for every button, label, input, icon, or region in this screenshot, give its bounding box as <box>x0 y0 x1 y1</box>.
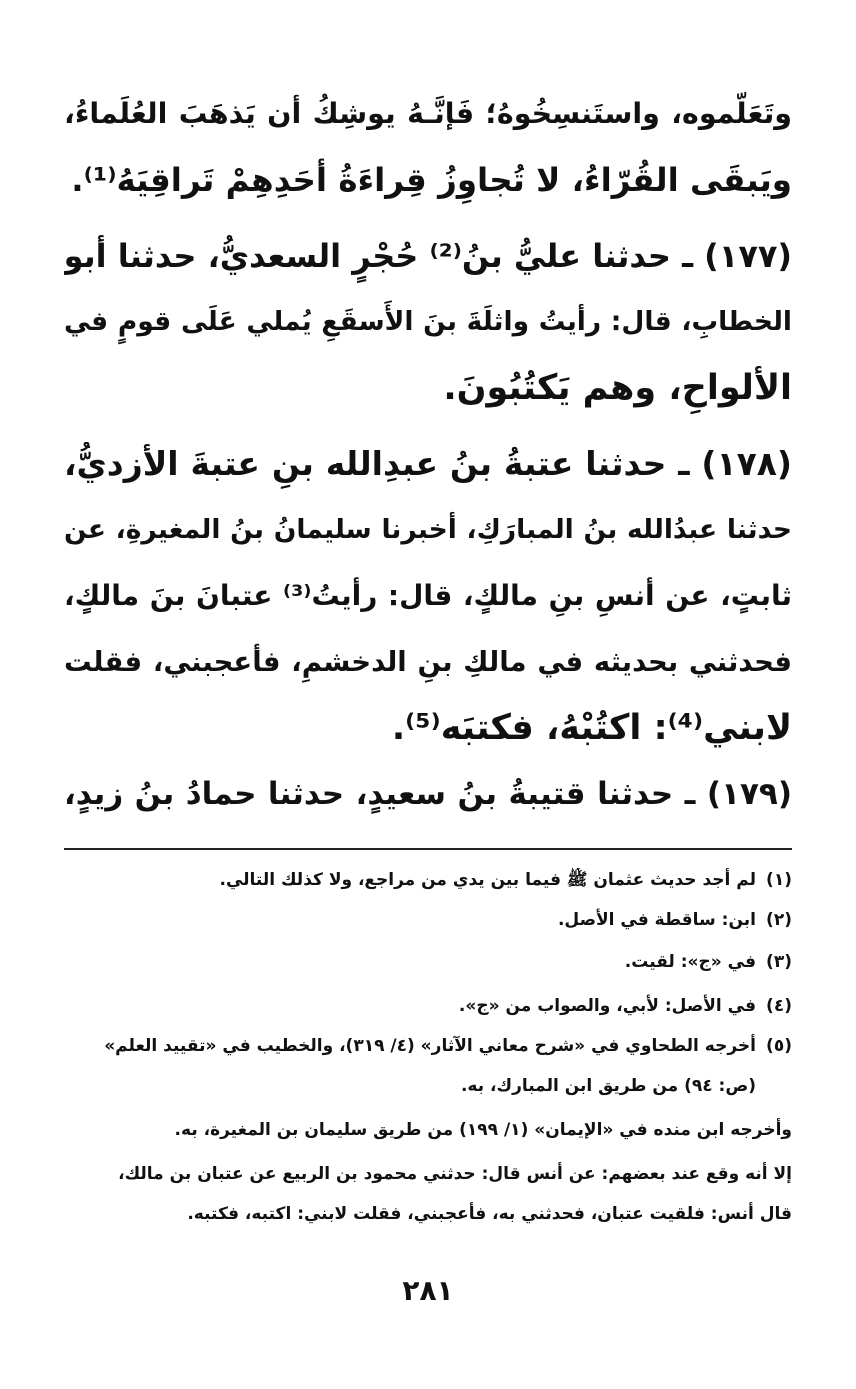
footnote-number: (١) <box>766 870 792 890</box>
footnote-text: وأخرجه ابن منده في «الإيمان» (١/ ١٩٩) من طريق سليمان بن المغيرة، به. <box>174 1120 792 1140</box>
footnote-1 <box>64 868 792 898</box>
footnote-number: (٢) <box>766 910 792 930</box>
footnote-text: أخرجه الطحاوي في «شرح معاني الآثار» (٤/ ٣١٩)، والخطيب في «تقييد العلم» <box>104 1036 756 1056</box>
footnote-text: لم أجد حديث عثمان ﷺ فيما بين يدي من مراجع، ولا كذلك التالي. <box>219 870 756 890</box>
body-line: ويَبقَى القُرّاءُ، لا تُجاوِزُ قِراءَةُ أَحَدِهِمْ تَراقِيَهُ⁽¹⁾. <box>71 161 792 199</box>
footnote-divider <box>64 848 792 850</box>
body-line: حدثنا عبدُالله بنُ المبارَكِ، أخبرنا سليمانُ بنُ المغيرةِ، عن <box>64 514 792 545</box>
footnote-5 <box>64 1034 792 1064</box>
footnote-5-continuation <box>28 1074 792 1104</box>
page-number: ٢٨١ <box>402 1274 454 1307</box>
body-line: الألواحِ، وهم يَكتُبُونَ. <box>443 368 792 408</box>
footnote-text: (ص: ٩٤) من طريق ابن المبارك، به. <box>460 1076 756 1096</box>
footnote-3 <box>64 950 792 980</box>
footnote-4 <box>64 994 792 1024</box>
footnote-2 <box>64 908 792 938</box>
footnote-number: (٣) <box>766 952 792 972</box>
footnote-text: ابن: ساقطة في الأصل. <box>557 910 756 930</box>
body-line: الخطابِ، قال: رأيتُ واثلَةَ بنَ الأَسقَعِ يُملي عَلَى قومٍ في <box>64 306 792 337</box>
footnote-5-continuation <box>64 1162 792 1192</box>
footnote-5-continuation <box>64 1118 792 1148</box>
body-line: فحدثني بحديثه في مالكِ بنِ الدخشمِ، فأعجبني، فقلت <box>64 646 792 678</box>
footnote-text: في «ج»: لقيت. <box>624 952 756 972</box>
hadith-177-line: (١٧٧) ـ حدثنا عليُّ بنُ⁽²⁾ حُجْرٍ السعديُّ، حدثنا أبو <box>64 237 792 275</box>
body-line: ثابتٍ، عن أنسِ بنِ مالكٍ، قال: رأيتُ⁽³⁾ عتبانَ بنَ مالكٍ، <box>64 579 792 612</box>
footnote-5-continuation <box>64 1202 792 1232</box>
body-line: لابني⁽⁴⁾: اكتُبْهُ، فكتبَه⁽⁵⁾. <box>391 708 792 748</box>
footnote-number: (٥) <box>766 1036 792 1056</box>
hadith-178-line: (١٧٨) ـ حدثنا عتبةُ بنُ عبدِالله بنِ عتبةَ الأزديُّ، <box>64 444 792 483</box>
hadith-179-line: (١٧٩) ـ حدثنا قتيبةُ بنُ سعيدٍ، حدثنا حمادُ بنُ زيدٍ، <box>64 776 792 812</box>
footnote-text: في الأصل: لأبي، والصواب من «ج». <box>458 996 756 1016</box>
footnote-text: قال أنس: فلقيت عتبان، فحدثني به، فأعجبني، فقلت لابني: اكتبه، فكتبه. <box>187 1204 792 1224</box>
body-line: وتَعَلَّموه، واستَنسِخُوهُ؛ فَإنَّـهُ يوشِكُ أن يَذهَبَ العُلَماءُ، <box>64 97 792 130</box>
footnote-text: إلا أنه وقع عند بعضهم: عن أنس قال: حدثني محمود بن الربيع عن عتبان بن مالك، <box>118 1164 792 1184</box>
footnote-number: (٤) <box>766 996 792 1016</box>
